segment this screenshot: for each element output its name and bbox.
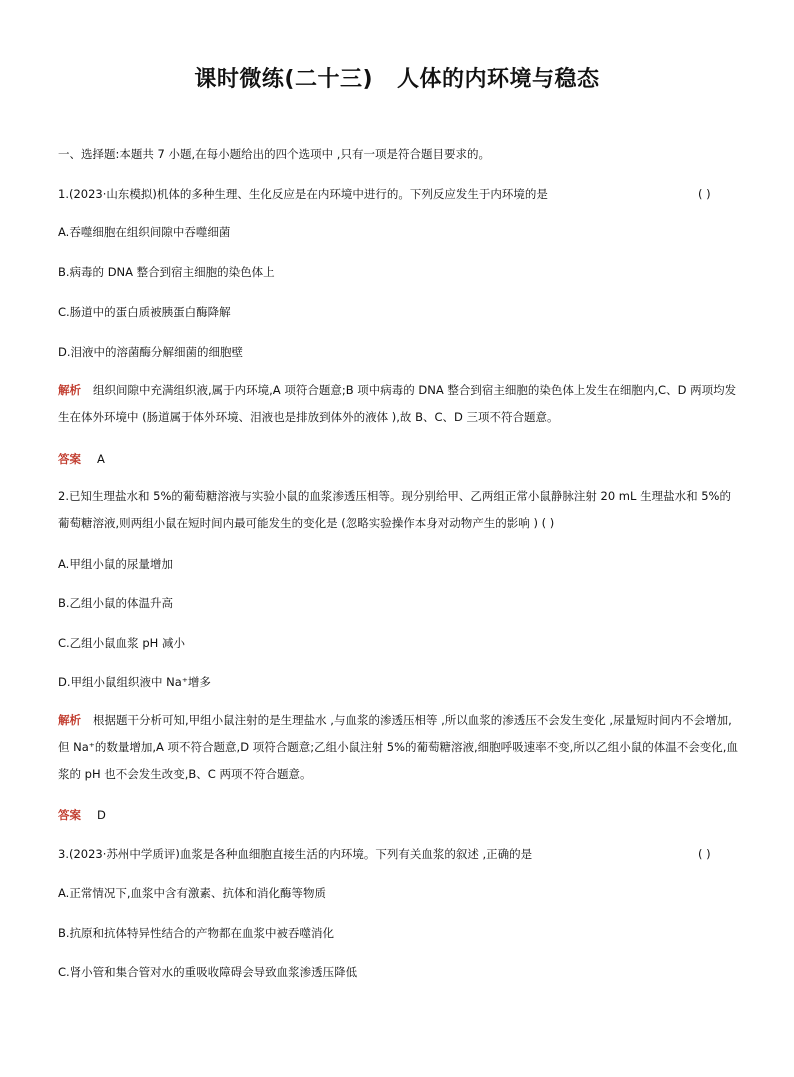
title-main: 课时微练(二十三) [194, 67, 374, 92]
q1-option-a: A.吞噬细胞在组织间隙中吞噬细菌 [58, 225, 231, 239]
q3-option-c: C.肾小管和集合管对水的重吸收障碍会导致血浆渗透压降低 [58, 965, 358, 979]
q2-analysis-text: 根据题干分析可知,甲组小鼠注射的是生理盐水 ,与血浆的渗透压相等 ,所以血浆的渗透压不会发生变化 ,尿量短时间内不会增加,但 Na⁺的数量增加,A 项不符合题意,D 项符合题意;乙组小鼠注射 5%的葡萄糖溶液,细胞呼吸速率不变,所以乙组小鼠的体温不会变化,血浆的 pH 也不会发生改变,B、C 两项不符合题意。 [58, 713, 738, 781]
q2-answer [58, 806, 106, 824]
q1-answer-value: A [97, 452, 105, 466]
analysis-label: 解析 [58, 383, 81, 397]
q3-stem: 3.(2023·苏州中学质评)血浆是各种血细胞直接生活的内环境。下列有关血浆的叙述 ,正确的是 [58, 847, 533, 861]
q2-option-d: D.甲组小鼠组织液中 Na⁺增多 [58, 675, 211, 689]
q1-analysis-text: 组织间隙中充满组织液,属于内环境,A 项符合题意;B 项中病毒的 DNA 整合到宿主细胞的染色体上发生在细胞内,C、D 两项均发生在体外环境中 (肠道属于体外环境、泪液也是排放到体外的液体 ),故 B、C、D 三项不符合题意。 [58, 383, 737, 424]
q1-stem: 1.(2023·山东模拟)机体的多种生理、生化反应是在内环境中进行的。下列反应发生于内环境的是 [58, 187, 548, 201]
q3-option-a: A.正常情况下,血浆中含有激素、抗体和消化酶等物质 [58, 886, 326, 900]
title-sub: 人体的内环境与稳态 [397, 67, 600, 92]
q1-option-b: B.病毒的 DNA 整合到宿主细胞的染色体上 [58, 265, 275, 279]
q1-answer [58, 450, 105, 468]
q1-option-c: C.肠道中的蛋白质被胰蛋白酶降解 [58, 305, 231, 319]
q1-analysis [58, 377, 738, 431]
q3-answer-blank: ( ) [698, 847, 711, 861]
section-heading: 一、选择题:本题共 7 小题,在每小题给出的四个选项中 ,只有一项是符合题目要求的。 [58, 147, 490, 161]
q2-stem: 2.已知生理盐水和 5%的葡萄糖溶液与实验小鼠的血浆渗透压相等。现分别给甲、乙两组正常小鼠静脉注射 20 mL 生理盐水和 5%的葡萄糖溶液,则两组小鼠在短时间内最可能发生的变化是 (忽略实验操作本身对动物产生的影响 ) ( ) [58, 489, 731, 530]
q2-analysis [58, 707, 738, 788]
page-title [0, 62, 794, 93]
q3-option-b: B.抗原和抗体特异性结合的产物都在血浆中被吞噬消化 [58, 926, 335, 940]
q2-option-a: A.甲组小鼠的尿量增加 [58, 557, 173, 571]
q1-option-d: D.泪液中的溶菌酶分解细菌的细胞壁 [58, 345, 244, 359]
answer-label: 答案 [58, 452, 81, 466]
q2-answer-value: D [97, 808, 106, 822]
q2-option-b: B.乙组小鼠的体温升高 [58, 596, 174, 610]
q1-answer-blank: ( ) [698, 187, 711, 201]
answer-label: 答案 [58, 808, 81, 822]
q2-option-c: C.乙组小鼠血浆 pH 减小 [58, 636, 185, 650]
analysis-label: 解析 [58, 713, 81, 727]
